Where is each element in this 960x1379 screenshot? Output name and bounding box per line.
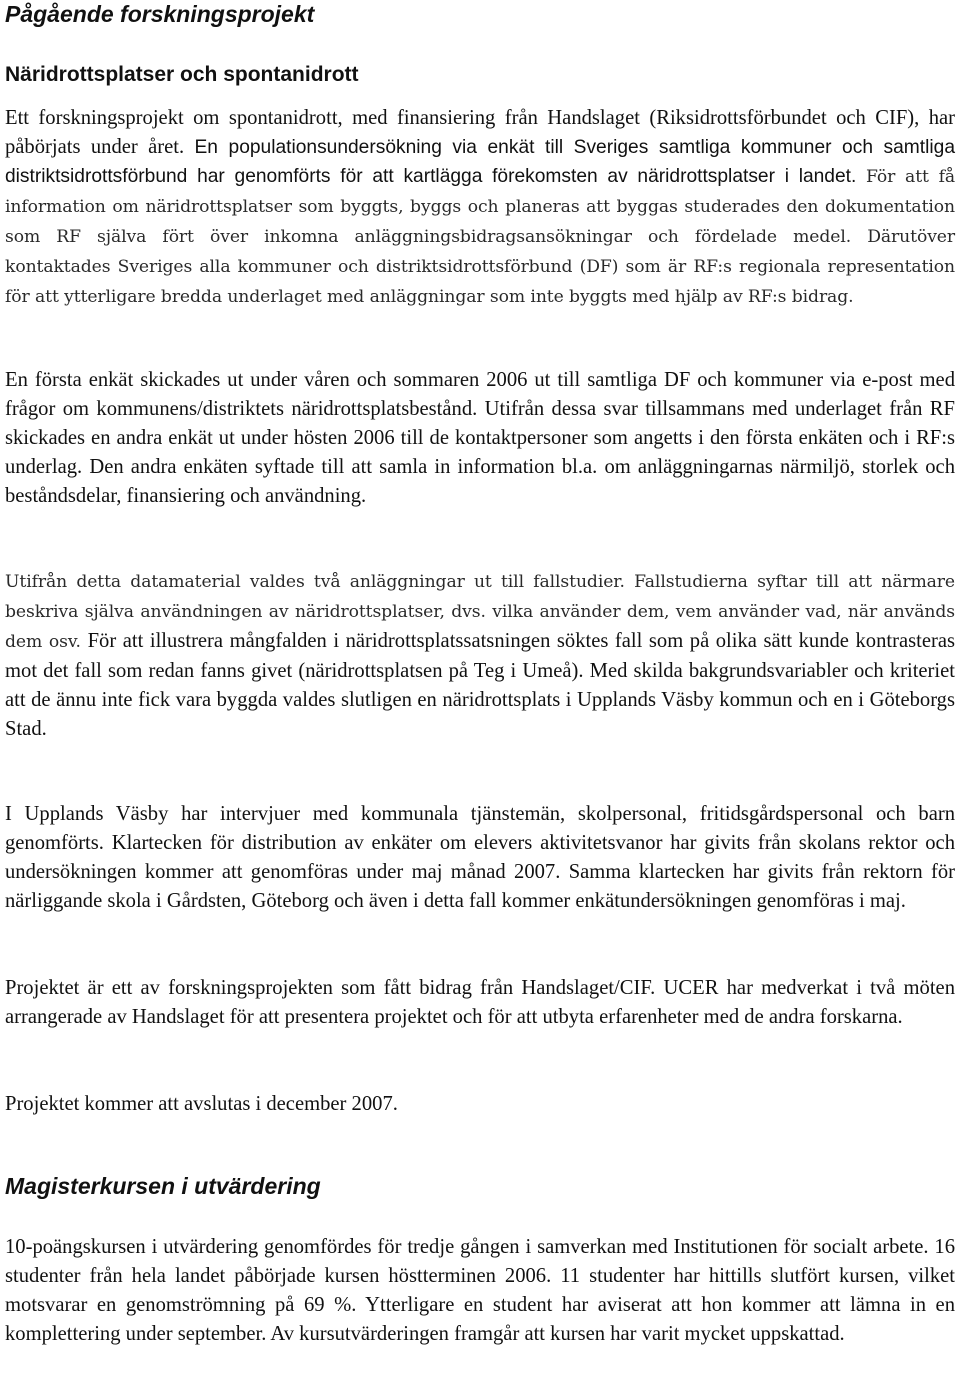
paragraph-run-serif: Ett forskningsprojekt om spontanidrott, med finansiering från Handslaget (Riksidrottsförbundet och CIF), har påbörjats under året. [5, 107, 955, 158]
paragraph-interviews: I Upplands Väsby har intervjuer med kommunala tjänstemän, skolpersonal, fritidsgårdspersonal och barn genomförts. Klartecken för distribution av enkäter om elevers aktivitetsvanor har givits från skolans rektor och undersökningen kommer att genomföras under maj månad 2007. Samma klartecken har givits från rektorn för närliggande skola i Gårdsten, Göteborg och även i detta fall kommer enkätundersökningen genomföras i maj. [5, 803, 955, 912]
section-heading-masters-course: Magisterkursen i utvärdering [5, 1173, 321, 1199]
paragraph-case-studies [5, 567, 955, 744]
paragraph-project-intro [5, 104, 955, 312]
paragraph-course-summary: 10-poängskursen i utvärdering genomfördes för tredje gången i samverkan med Institutionen för socialt arbete. 16 studenter från hela landet påbörjade kursen höstterminen 2006. 11 studenter har hittills slutfört kursen, vilket motsvarar en genomströmning på 69 %. Ytterligare en student har aviserat att hon kommer att lämna in en komplettering under september. Av kursutvärderingen framgår att kursen har varit mycket uppskattad. [5, 1236, 955, 1345]
section-heading-research-projects: Pågående forskningsprojekt [5, 1, 315, 27]
paragraph-run-serif: För att illustrera mångfalden i näridrottsplatssatsningen söktes fall som på olika sätt kunde kontrasteras mot det fall som redan fanns givet (näridrottsplatsen på Teg i Umeå). Med skilda bakgrundsvariabler och kriteriet att de ännu inte fick vara byggda valdes slutligen en näridrottsplats i Upplands Väsby kommun och en i Göteborgs Stad. [5, 630, 955, 740]
paragraph-completion: Projektet kommer att avslutas i december 2007. [5, 1093, 398, 1115]
paragraph-funding: Projektet är ett av forskningsprojekten som fått bidrag från Handslaget/CIF. UCER har medverkat i två möten arrangerade av Handslaget för att presentera projektet och för att utbyta erfarenheter med de andra forskarna. [5, 977, 955, 1028]
paragraph-run-sans: En populationsundersökning via enkät till Sveriges samtliga kommuner och samtliga distriktsidrottsförbund har genomförts för att kartlägga förekomsten av näridrottsplatser i landet. [5, 137, 955, 187]
paragraph-run-light: För att få information om näridrottsplatser som byggts, byggs och planeras att byggas studerades den dokumentation som RF själva fört över inkomna anläggningsbidragsansökningar och fördelade medel. Därutöver kontaktades Sveriges alla kommuner och distriktsidrottsförbund (DF) som är RF:s regionala representation för att ytterligare bredda underlaget med anläggningar som inte byggts med hjälp av RF:s bidrag. [5, 167, 955, 307]
paragraph-run-light: Utifrån detta datamaterial valdes två anläggningar ut till fallstudier. Fallstudierna syftar till att närmare beskriva själva användningen av näridrottsplatser, dvs. vilka använder dem, vem använder vad, när används dem osv. [5, 572, 955, 652]
paragraph-surveys: En första enkät skickades ut under våren och sommaren 2006 ut till samtliga DF och kommuner via e-post med frågor om kommunens/distriktets näridrottsplatsbestånd. Utifrån dessa svar tillsammans med underlaget från RF skickades en andra enkät ut under hösten 2006 till de kontaktpersoner som angetts i den första enkäten och i RF:s underlag. Den andra enkäten syftade till att samla in information bl.a. om anläggningarnas närmiljö, storlek och beståndsdelar, finansiering och användning. [5, 369, 955, 507]
project-title: Näridrottsplatser och spontanidrott [5, 63, 359, 86]
